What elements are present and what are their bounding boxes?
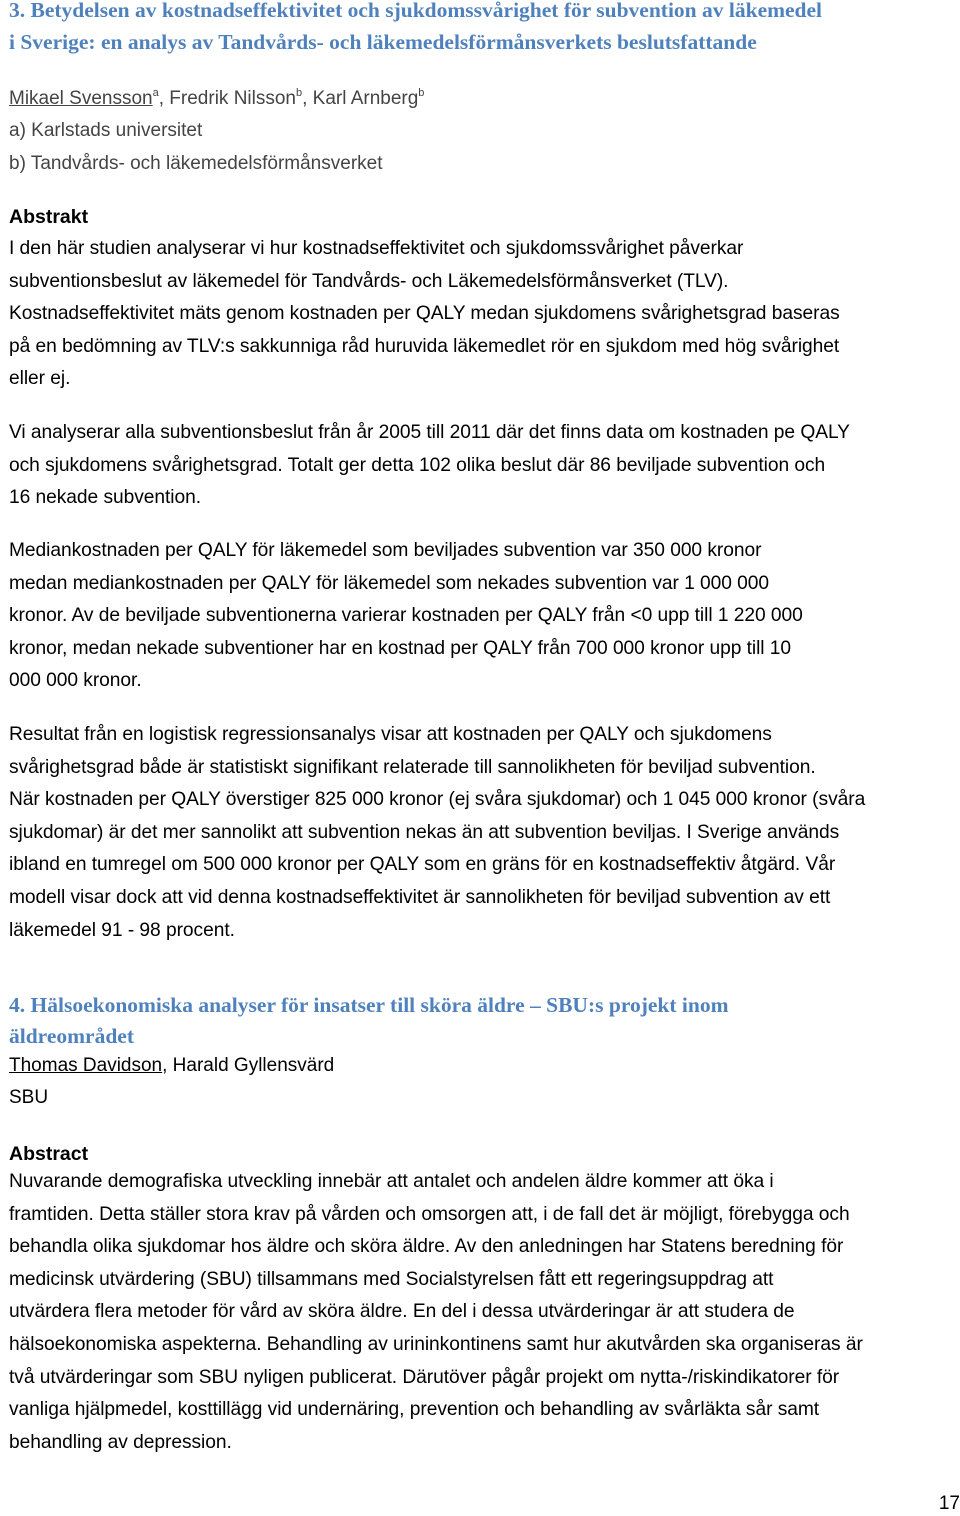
text-line: vanliga hjälpmedel, kosttillägg vid undernäring, prevention och behandling av svårläkta sår samt (9, 1399, 820, 1421)
page-number (920, 1492, 960, 1516)
text-line: Resultat från en logistisk regressionsanalys visar att kostnaden per QALY och sjukdomens (9, 724, 772, 745)
section-3-paragraph-1 (9, 233, 954, 396)
section-4-paragraph (9, 1166, 954, 1459)
abstract-label: Abstrakt (9, 206, 89, 228)
author-affiliation-mark: b (418, 87, 425, 99)
text-line: hälsoekonomiska aspekterna. Behandling av urininkontinens samt hur akutvården ska organiseras är (9, 1333, 863, 1355)
text-line: medan mediankostnaden per QALY för läkemedel som nekades subvention var 1 000 000 (9, 572, 770, 594)
text-line: sjukdomar) är det mer sannolikt att subvention nekas än att subvention beviljas. I Sverige används (9, 821, 840, 843)
section-4-title (9, 990, 954, 1052)
section-3-paragraph-3 (9, 535, 954, 698)
section-3-title-line-2: i Sverige: en analys av Tandvårds- och läkemedelsförmånsverkets beslutsfattande (9, 30, 757, 54)
section-4-title-line-1: 4. Hälsoekonomiska analyser för insatser till sköra äldre – SBU:s projekt inom (9, 993, 729, 1017)
affiliation-b: b) Tandvårds- och läkemedelsförmånsverket (9, 153, 383, 174)
text-line: kronor. Av de beviljade subventionerna varierar kostnaden per QALY från <0 upp till 1 220 000 (9, 605, 803, 627)
text-line: Vi analyserar alla subventionsbeslut från år 2005 till 2011 där det finns data om kostnaden pe QALY (9, 422, 850, 443)
text-line: utvärdera flera metoder för vård av sköra äldre. En del i dessa utvärderingar är att studera de (9, 1301, 795, 1323)
author-name: , Fredrik Nilsson (158, 88, 296, 109)
text-line: Kostnadseffektivitet mäts genom kostnaden per QALY medan sjukdomens svårighetsgrad baseras (9, 303, 840, 325)
abstract-label: Abstract (9, 1143, 89, 1165)
section-3-authors (9, 83, 954, 115)
section-3-title (9, 0, 954, 58)
text-line: behandling av depression. (9, 1431, 232, 1453)
section-4-affiliation: SBU (9, 1087, 49, 1108)
text-line: läkemedel 91 - 98 procent. (9, 919, 235, 941)
text-line: Mediankostnaden per QALY för läkemedel som beviljades subvention var 350 000 kronor (9, 540, 762, 561)
section-3-title-line-1: 3. Betydelsen av kostnadseffektivitet och sjukdomssvårighet för subvention av läkemedel (9, 0, 823, 22)
section-4-authors (9, 1050, 954, 1082)
affiliation-a: a) Karlstads universitet (9, 120, 203, 141)
text-line: två utvärderingar som SBU nyligen publicerat. Därutöver pågår projekt om nytta-/riskindikatorer för (9, 1366, 840, 1388)
text-line: behandla olika sjukdomar hos äldre och sköra äldre. Av den anledningen har Statens beredning för (9, 1236, 844, 1258)
text-line: När kostnaden per QALY överstiger 825 000 kronor (ej svåra sjukdomar) och 1 045 000 kronor (svåra (9, 789, 866, 811)
text-line: 000 000 kronor. (9, 670, 142, 692)
text-line: ibland en tumregel om 500 000 kronor per QALY som en gräns för en kostnadseffektiv åtgärd. Vår (9, 854, 836, 876)
text-line: Nuvarande demografiska utveckling innebär att antalet och andelen äldre kommer att öka i (9, 1171, 774, 1192)
author-name: Thomas Davidson (9, 1055, 163, 1076)
author-name: Mikael Svensson (9, 88, 153, 109)
section-3-paragraph-4 (9, 719, 954, 947)
section-3-paragraph-2 (9, 417, 954, 515)
author-name: , Harald Gyllensvärd (162, 1055, 335, 1076)
text-line: och sjukdomens svårighetsgrad. Totalt ger detta 102 olika beslut där 86 beviljade subvention och (9, 454, 826, 476)
text-line: I den här studien analyserar vi hur kostnadseffektivitet och sjukdomssvårighet påverkar (9, 238, 744, 259)
text-line: modell visar dock att vid denna kostnadseffektivitet är sannolikheten för beviljad subvention av ett (9, 886, 831, 908)
text-line: eller ej. (9, 368, 71, 390)
text-line: medicinsk utvärdering (SBU) tillsammans med Socialstyrelsen fått ett regeringsuppdrag att (9, 1268, 774, 1290)
author-affiliation-mark: b (296, 87, 303, 99)
text-line: svårighetsgrad både är statistiskt signifikant relaterade till sannolikheten för beviljad subvention. (9, 756, 816, 778)
page-number-text: 17 (938, 1493, 960, 1514)
author-name: , Karl Arnberg (302, 88, 419, 109)
text-line: kronor, medan nekade subventioner har en kostnad per QALY från 700 000 kronor upp till 10 (9, 637, 792, 659)
text-line: framtiden. Detta ställer stora krav på vården och omsorgen att, i de fall det är möjligt, förebygga och (9, 1203, 850, 1225)
text-line: subventionsbeslut av läkemedel för Tandvårds- och Läkemedelsförmånsverket (TLV). (9, 270, 729, 292)
text-line: 16 nekade subvention. (9, 487, 202, 509)
text-line: på en bedömning av TLV:s sakkunniga råd huruvida läkemedlet rör en sjukdom med hög svårighet (9, 335, 840, 357)
author-affiliation-mark: a (152, 87, 159, 99)
section-4-title-line-2: äldreområdet (9, 1024, 134, 1048)
